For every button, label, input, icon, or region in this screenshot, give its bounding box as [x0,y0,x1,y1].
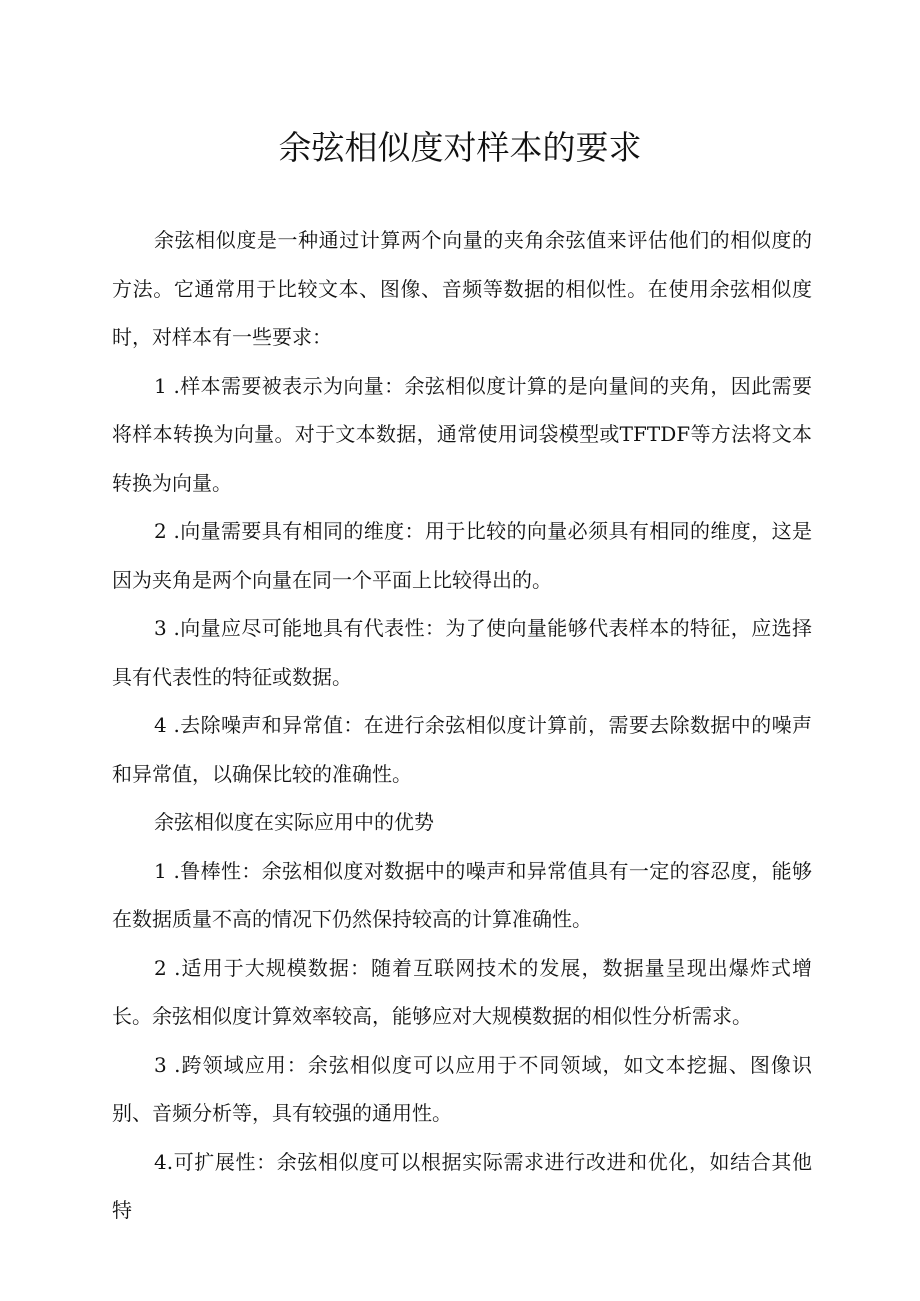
requirement-item-2: 2 .向量需要具有相同的维度：用于比较的向量必须具有相同的维度，这是因为夹角是两个向量在同一个平面上比较得出的。 [112,519,812,592]
advantage-item-2: 2 .适用于大规模数据：随着互联网技术的发展，数据量呈现出爆炸式增长。余弦相似度计算效率较高，能够应对大规模数据的相似性分析需求。 [112,955,812,1028]
requirement-item-4: 4 .去除噪声和异常值：在进行余弦相似度计算前，需要去除数据中的噪声和异常值，以确保比较的准确性。 [112,713,812,786]
page-title: 余弦相似度对样本的要求 [278,128,642,167]
requirement-item-1: 1 .样本需要被表示为向量：余弦相似度计算的是向量间的夹角，因此需要将样本转换为向量。对于文本数据，通常使用词袋模型或TFTDF等方法将文本转换为向量。 [112,373,812,495]
advantage-item-1: 1 .鲁棒性：余弦相似度对数据中的噪声和异常值具有一定的容忍度，能够在数据质量不高的情况下仍然保持较高的计算准确性。 [112,858,812,931]
advantage-item-4: 4.可扩展性：余弦相似度可以根据实际需求进行改进和优化，如结合其他特 [112,1149,812,1222]
advantages-heading: 余弦相似度在实际应用中的优势 [154,810,434,834]
advantage-item-3: 3 .跨领域应用：余弦相似度可以应用于不同领域，如文本挖掘、图像识别、音频分析等，具有较强的通用性。 [112,1052,812,1125]
document-body [112,216,812,1235]
requirement-item-3: 3 .向量应尽可能地具有代表性：为了使向量能够代表样本的特征，应选择具有代表性的特征或数据。 [112,616,812,689]
intro-paragraph: 余弦相似度是一种通过计算两个向量的夹角余弦值来评估他们的相似度的方法。它通常用于比较文本、图像、音频等数据的相似性。在使用余弦相似度时，对样本有一些要求： [112,228,812,349]
